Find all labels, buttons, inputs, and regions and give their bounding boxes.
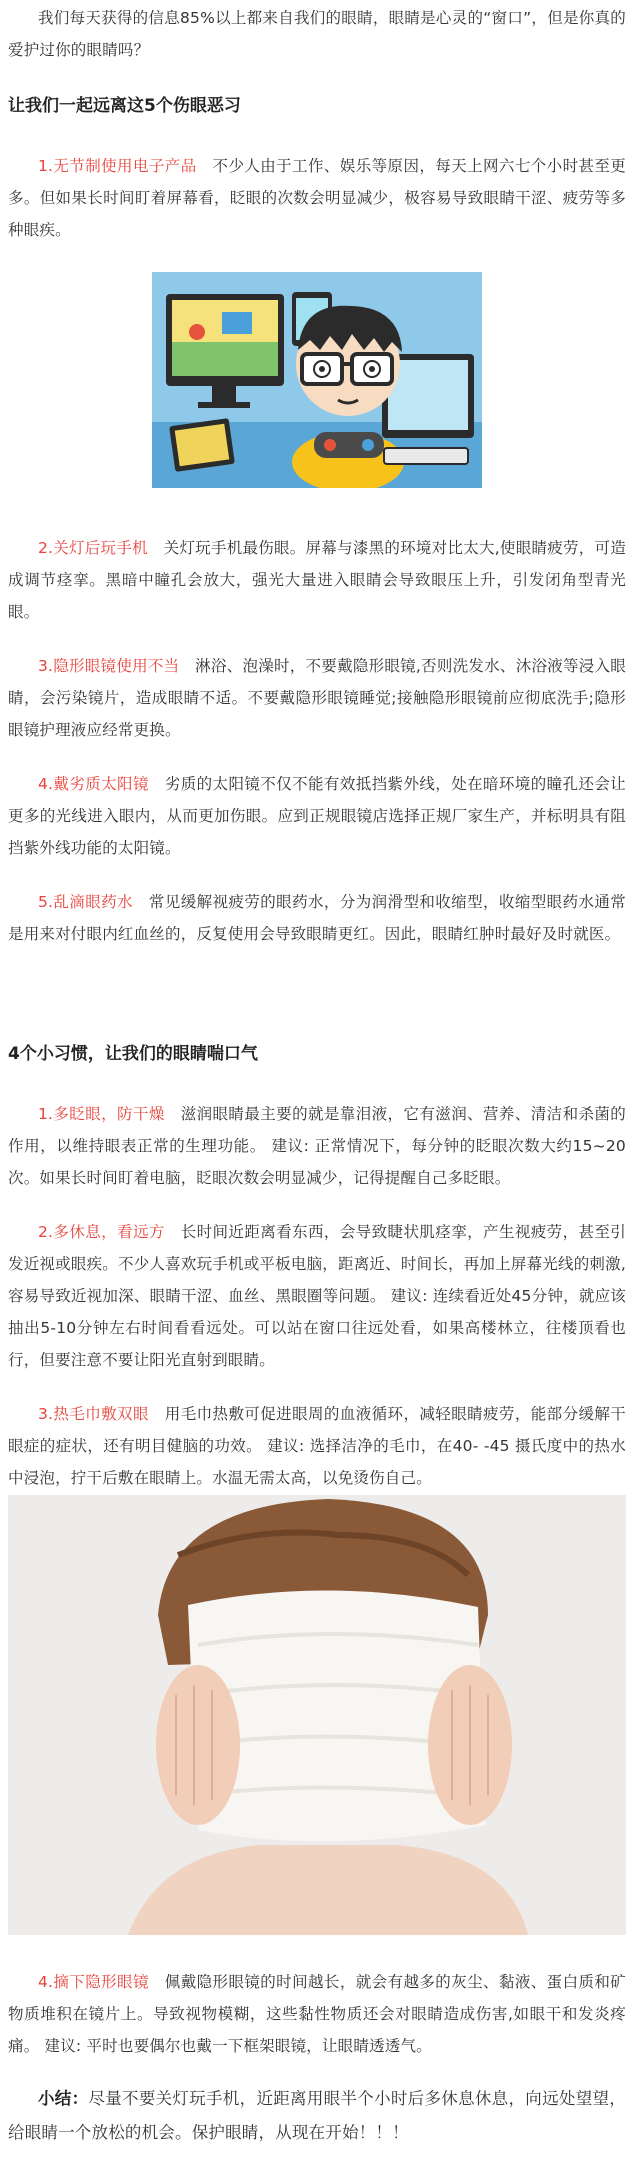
tip-title: 1.多眨眼，防干燥: [38, 1105, 165, 1123]
bad-habit-item: [8, 886, 626, 950]
tip-title: 3.热毛巾敷双眼: [38, 1405, 149, 1423]
bad-habit-text: 淋浴、泡澡时，不要戴隐形眼镜,否则洗发水、沐浴液等浸入眼睛，会污染镜片，造成眼睛不适。不要戴隐形眼镜睡觉;接触隐形眼镜前应彻底洗手;隐形眼镜护理液应经常更换。: [8, 657, 627, 739]
woman-with-towel-photo: [8, 1495, 626, 1935]
section-heading-small-habits: 4个小习惯，让我们的眼睛喘口气: [8, 1044, 258, 1064]
summary-paragraph: [8, 2082, 626, 2150]
bad-habit-title: 1.无节制使用电子产品: [38, 157, 197, 175]
bad-habit-item: [8, 532, 626, 628]
summary-label: 小结：: [38, 2089, 89, 2108]
bad-habit-text: 常见缓解视疲劳的眼药水，分为润滑型和收缩型，收缩型眼药水通常是用来对付眼内红血丝的，反复使用会导致眼睛更红。因此，眼睛红肿时最好及时就医。: [8, 893, 626, 943]
bad-habit-title: 2.关灯后玩手机: [38, 539, 148, 557]
bad-habit-title: 3.隐形眼镜使用不当: [38, 657, 180, 675]
bad-habit-text: 不少人由于工作、娱乐等原因，每天上网六七个小时甚至更多。但如果长时间盯着屏幕看，眨眼的次数会明显减少，极容易导致眼睛干涩、疲劳等多种眼疾。: [8, 157, 627, 239]
tip-item: [8, 1216, 626, 1376]
cartoon-boy-computer-illustration: [152, 272, 482, 488]
bad-habit-text: 劣质的太阳镜不仅不能有效抵挡紫外线，处在暗环境的瞳孔还会让更多的光线进入眼内，从而更加伤眼。应到正规眼镜店选择正规厂家生产，并标明具有阻挡紫外线功能的太阳镜。: [8, 775, 627, 857]
bad-habit-title: 4.戴劣质太阳镜: [38, 775, 149, 793]
tip-title: 4.摘下隐形眼镜: [38, 1973, 149, 1991]
tip-item: [8, 1966, 626, 2062]
tip-text: 滋润眼睛最主要的就是靠泪液，它有滋润、营养、清洁和杀菌的作用，以维持眼表正常的生理功能。 建议: 正常情况下，每分钟的眨眼次数大约15~20次。如果长时间盯着电脑，眨眼次数会明显减少，记得提醒自己多眨眼。: [8, 1105, 627, 1187]
section-heading-bad-habits: 让我们一起远离这5个伤眼恶习: [8, 96, 241, 116]
intro-paragraph: 我们每天获得的信息85%以上都来自我们的眼睛，眼睛是心灵的“窗口”，但是你真的爱护过你的眼睛吗？: [8, 9, 626, 59]
bad-habit-item: [8, 650, 626, 746]
tip-text: 用毛巾热敷可促进眼周的血液循环，减轻眼睛疲劳，能部分缓解干眼症的症状，还有明目健脑的功效。 建议: 选择洁净的毛巾，在40- -45 摄氏度中的热水中浸泡，拧干后敷在眼睛上。水温无需太高，以免烫伤自己。: [8, 1405, 627, 1487]
bad-habit-item: [8, 150, 626, 246]
tip-text: 佩戴隐形眼镜的时间越长，就会有越多的灰尘、黏液、蛋白质和矿物质堆积在镜片上。导致视物模糊，这些黏性物质还会对眼睛造成伤害,如眼干和发炎疼痛。 建议: 平时也要偶尔也戴一下框架眼镜，让眼睛透透气。: [8, 1973, 627, 2055]
tip-text: 长时间近距离看东西，会导致睫状肌痉挛，产生视疲劳，甚至引发近视或眼疾。不少人喜欢玩手机或平板电脑，距离近、时间长，再加上屏幕光线的刺激,容易导致近视加深、眼睛干涩、血丝、黑眼圈等问题。 建议: 连续看近处45分钟，就应该抽出5-10分钟左右时间看看远处。可以站在窗口往远处看，如果高楼林立，往楼顶看也行，但要注意不要让阳光直射到眼睛。: [8, 1223, 627, 1369]
tip-item: [8, 1098, 626, 1194]
summary-text: 尽量不要关灯玩手机，近距离用眼半个小时后多休息休息，向远处望望，给眼睛一个放松的机会。保护眼睛，从现在开始！！！: [8, 2089, 626, 2142]
tip-title: 2.多休息，看远方: [38, 1223, 165, 1241]
tip-item: [8, 1398, 626, 1494]
bad-habit-title: 5.乱滴眼药水: [38, 893, 133, 911]
bad-habit-text: 关灯玩手机最伤眼。屏幕与漆黑的环境对比太大,使眼睛疲劳，可造成调节痉挛。黑暗中瞳孔会放大，强光大量进入眼睛会导致眼压上升，引发闭角型青光眼。: [8, 539, 627, 621]
bad-habit-item: [8, 768, 626, 864]
